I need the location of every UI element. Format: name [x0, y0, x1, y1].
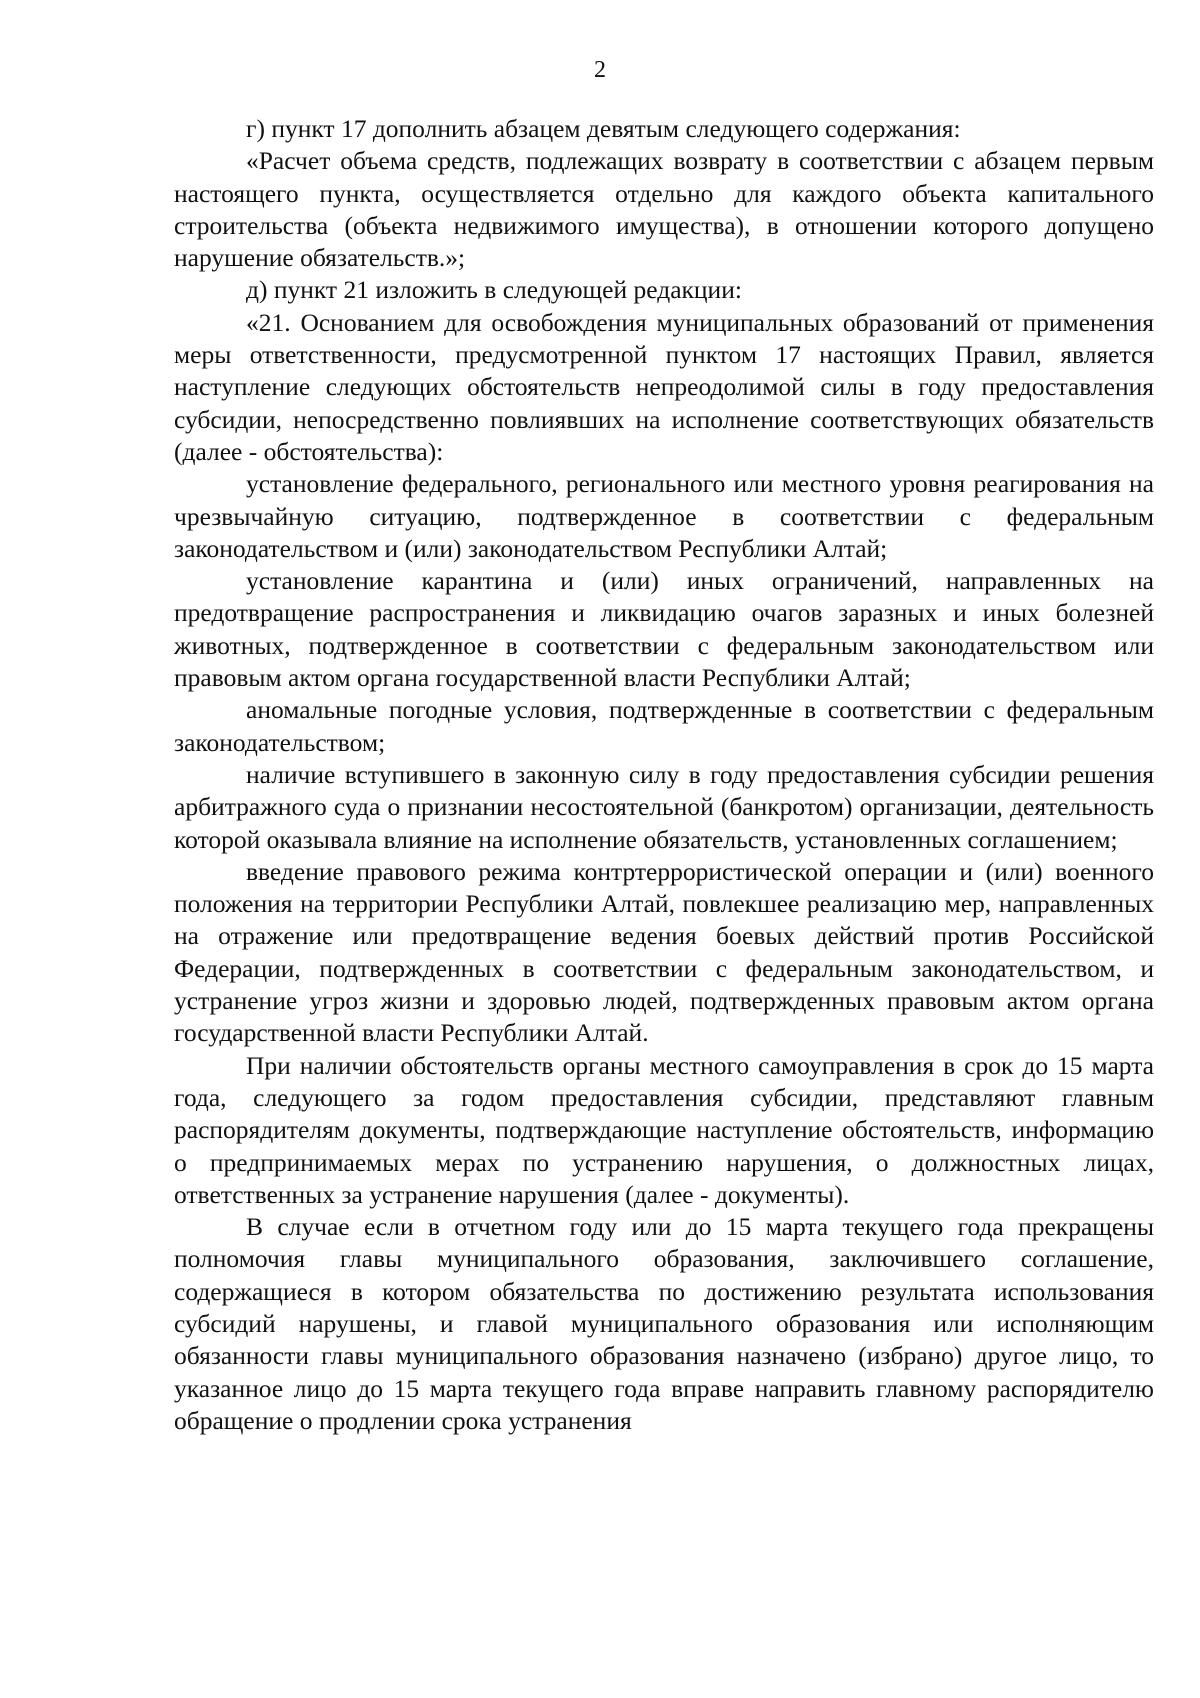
- paragraph-weather: аномальные погодные условия, подтвержденные в соответствии с федеральным законодательством;: [174, 695, 1154, 757]
- paragraph-clause-21: «21. Основанием для освобождения муниципальных образований от применения меры ответственности, предусмотренной пунктом 17 настоящих Правил, является наступление следующих обстоятельств непреодолимой силы в году предоставления субсидии, непосредственно повлиявших на исполнение соответствующих обязательств (далее - обстоятельства):: [174, 307, 1154, 466]
- paragraph-item-g: г) пункт 17 дополнить абзацем девятым следующего содержания:: [246, 114, 961, 143]
- paragraph-quote-calculation: «Расчет объема средств, подлежащих возврату в соответствии с абзацем первым настоящего пункта, осуществляется отдельно для каждого объекта капитального строительства (объекта недвижимого имущества), в отношении которого допущено нарушение обязательств.»;: [174, 146, 1154, 273]
- page-number: 2: [594, 57, 606, 83]
- paragraph-documents-submission: При наличии обстоятельств органы местного самоуправления в срок до 15 марта года, следующего за годом предоставления субсидии, представляют главным распорядителям документы, подтверждающие наступление обстоятельств, информацию о предпринимаемых мерах по устранению нарушения, о должностных лицах, ответственных за устранение нарушения (далее - документы).: [174, 1050, 1154, 1209]
- paragraph-bankruptcy: наличие вступившего в законную силу в году предоставления субсидии решения арбитражного суда о признании несостоятельной (банкротом) организации, деятельность которой оказывала влияние на исполнение обязательств, установленных соглашением;: [174, 759, 1154, 854]
- paragraph-item-d: д) пункт 21 изложить в следующей редакции:: [246, 275, 742, 305]
- document-body: [174, 113, 1154, 1437]
- paragraph-head-change: В случае если в отчетном году или до 15 марта текущего года прекращены полномочия главы муниципального образования, заключившего соглашение, содержащиеся в котором обязательства по достижению результата использования субсидий нарушены, и главой муниципального образования или исполняющим обязанности главы муниципального образования назначено (избрано) другое лицо, то указанное лицо до 15 марта текущего года вправе направить главному распорядителю обращение о продлении срока устранения: [174, 1212, 1154, 1435]
- paragraph-quarantine: установление карантина и (или) иных ограничений, направленных на предотвращение распространения и ликвидацию очагов заразных и иных болезней животных, подтвержденное в соответствии с федеральным законодательством или правовым актом органа государственной власти Республики Алтай;: [174, 566, 1154, 693]
- paragraph-emergency-response: установление федерального, регионального или местного уровня реагирования на чрезвычайную ситуацию, подтвержденное в соответствии с федеральным законодательством и (или) законодательством Республики Алтай;: [174, 469, 1154, 563]
- paragraph-counterterrorism: введение правового режима контртеррористической операции и (или) военного положения на территории Республики Алтай, повлекшее реализацию мер, направленных на отражение или предотвращение ведения боевых действий против Российской Федерации, подтвержденных в соответствии с федеральным законодательством, и устранение угроз жизни и здоровью людей, подтвержденных правовым актом органа государственной власти Республики Алтай.: [174, 856, 1154, 1048]
